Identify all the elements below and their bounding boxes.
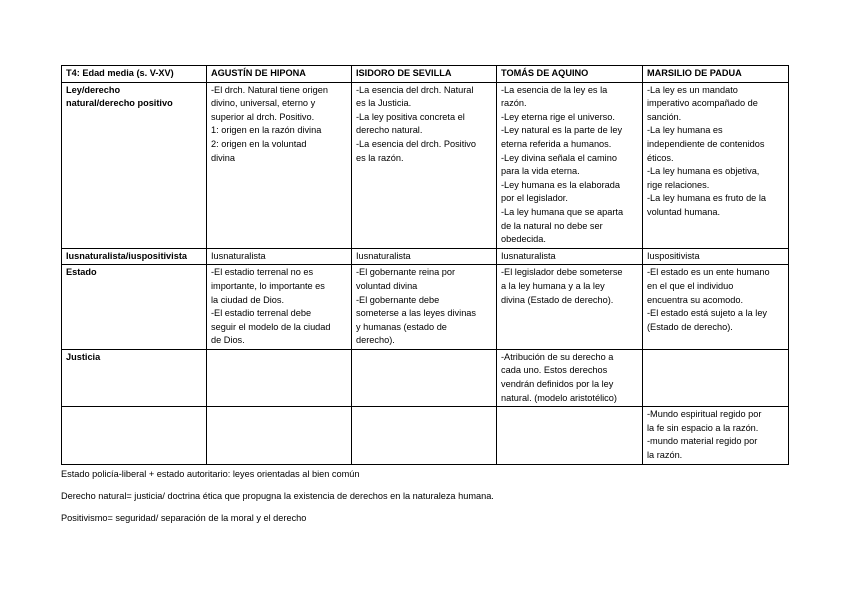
cell-line: la ciudad de Dios. [211, 294, 285, 305]
cell-line: importante, lo importante es [211, 280, 325, 291]
cell-line: derecho). [356, 335, 395, 346]
cell-extra-marsilio [643, 407, 789, 464]
cell-line: a la ley humana y a la ley [501, 280, 605, 291]
table-row-iusnaturalista [62, 248, 789, 265]
cell-line: -La esencia del drch. Natural [356, 84, 474, 95]
cell-line: seguir el modelo de la ciudad [211, 321, 331, 332]
cell-line: para la vida eterna. [501, 166, 580, 177]
cell-line: la fe sin espacio a la razón. [647, 422, 759, 433]
cell-ley-isidoro [352, 82, 497, 248]
row-label-justicia: Justicia [62, 349, 207, 406]
cell-ley-tomas [497, 82, 643, 248]
cell-estado-isidoro [352, 265, 497, 350]
cell-line: la razón. [647, 450, 683, 461]
row-label-iusnaturalista: Iusnaturalista/iuspositivista [62, 248, 207, 265]
cell-line: -Ley humana es la elaborada [501, 179, 621, 190]
cell-line: cada uno. Estos derechos [501, 365, 608, 376]
cell-line: -La ley es un mandato [647, 84, 738, 95]
cell-line: -Mundo espiritual regido por [647, 409, 762, 420]
table-row-estado [62, 265, 789, 350]
cell-estado-agustin [207, 265, 352, 350]
cell-line: -El gobernante debe [356, 294, 440, 305]
cell-line: -La ley positiva concreta el [356, 111, 465, 122]
cell-line: de la natural no debe ser [501, 220, 603, 231]
table-row-ley [62, 82, 789, 248]
cell-extra-tomas [497, 407, 643, 464]
cell-line: éticos. [647, 152, 674, 163]
cell-line: -La ley humana es fruto de la [647, 193, 766, 204]
cell-extra-agustin [207, 407, 352, 464]
header-cell-isidoro: ISIDORO DE SEVILLA [352, 66, 497, 83]
cell-justicia-marsilio [643, 349, 789, 406]
cell-line: -La esencia de la ley es la [501, 84, 608, 95]
cell-ley-agustin [207, 82, 352, 248]
cell-ley-marsilio [643, 82, 789, 248]
cell-line: en el que el individuo [647, 280, 734, 291]
cell-line: -La ley humana es objetiva, [647, 166, 760, 177]
cell-line: -mundo material regido por [647, 436, 758, 447]
header-cell-marsilio: MARSILIO DE PADUA [643, 66, 789, 83]
cell-line: (Estado de derecho). [647, 321, 733, 332]
cell-line: de Dios. [211, 335, 245, 346]
cell-line: -El estado está sujeto a la ley [647, 308, 768, 319]
cell-ius-isidoro: Iusnaturalista [352, 248, 497, 265]
note-derecho-natural: Derecho natural= justicia/ doctrina ética que propugna la existencia de derechos en la naturaleza humana. [61, 491, 494, 501]
cell-line: independiente de contenidos [647, 138, 765, 149]
cell-line: rige relaciones. [647, 179, 710, 190]
cell-estado-marsilio [643, 265, 789, 350]
cell-line: -El estadio terrenal no es [211, 267, 314, 278]
comparison-table [61, 65, 789, 465]
cell-line: encuentra su acomodo. [647, 294, 744, 305]
cell-line: -La esencia del drch. Positivo [356, 138, 477, 149]
cell-line: superior al drch. Positivo. [211, 111, 315, 122]
cell-ius-tomas: Iusnaturalista [497, 248, 643, 265]
cell-line: divina [211, 152, 236, 163]
cell-line: -La ley humana es [647, 125, 723, 136]
cell-line: es la Justicia. [356, 98, 412, 109]
cell-line: razón. [501, 98, 527, 109]
cell-line: vendrán definidos por la ley [501, 379, 614, 390]
cell-line: por el legislador. [501, 193, 568, 204]
cell-line: -Ley divina señala el camino [501, 152, 617, 163]
cell-line: Ley/derecho [66, 84, 121, 95]
cell-line: natural/derecho positivo [66, 98, 173, 109]
cell-line: -La ley humana que se aparta [501, 206, 624, 217]
cell-justicia-isidoro [352, 349, 497, 406]
cell-ius-marsilio: Iuspositivista [643, 248, 789, 265]
cell-line: 1: origen en la razón divina [211, 125, 322, 136]
cell-justicia-agustin [207, 349, 352, 406]
table-row-extra [62, 407, 789, 464]
table-row-justicia [62, 349, 789, 406]
cell-justicia-tomas [497, 349, 643, 406]
cell-line: divino, universal, eterno y [211, 98, 316, 109]
cell-line: eterna referida a humanos. [501, 138, 612, 149]
cell-line: y humanas (estado de [356, 321, 447, 332]
row-label-estado: Estado [62, 265, 207, 350]
header-cell-agustin: AGUSTÍN DE HIPONA [207, 66, 352, 83]
cell-estado-tomas [497, 265, 643, 350]
header-cell-title: T4: Edad media (s. V-XV) [62, 66, 207, 83]
cell-line: obedecida. [501, 234, 546, 245]
cell-extra-isidoro [352, 407, 497, 464]
header-cell-tomas: TOMÁS DE AQUINO [497, 66, 643, 83]
cell-line: -Atribución de su derecho a [501, 351, 614, 362]
cell-line: derecho natural. [356, 125, 423, 136]
cell-line: -Ley eterna rige el universo. [501, 111, 615, 122]
note-estado: Estado policía-liberal + estado autoritario: leyes orientadas al bien común [61, 469, 360, 479]
cell-line: -El drch. Natural tiene origen [211, 84, 328, 95]
cell-line: es la razón. [356, 152, 404, 163]
cell-line: -El legislador debe someterse [501, 267, 623, 278]
note-positivismo: Positivismo= seguridad/ separación de la moral y el derecho [61, 513, 307, 523]
table-header-row [62, 66, 789, 83]
cell-line: someterse a las leyes divinas [356, 308, 477, 319]
cell-extra-label [62, 407, 207, 464]
cell-line: natural. (modelo aristotélico) [501, 392, 617, 403]
cell-line: 2: origen en la voluntad [211, 138, 307, 149]
cell-line: sanción. [647, 111, 682, 122]
cell-line: -El gobernante reina por [356, 267, 456, 278]
cell-line: voluntad divina [356, 280, 418, 291]
cell-ius-agustin: Iusnaturalista [207, 248, 352, 265]
cell-line: divina (Estado de derecho). [501, 294, 614, 305]
cell-line: voluntad humana. [647, 206, 721, 217]
row-label-ley [62, 82, 207, 248]
cell-line: -El estadio terrenal debe [211, 308, 312, 319]
cell-line: imperativo acompañado de [647, 98, 758, 109]
cell-line: -Ley natural es la parte de ley [501, 125, 623, 136]
cell-line: -El estado es un ente humano [647, 267, 770, 278]
